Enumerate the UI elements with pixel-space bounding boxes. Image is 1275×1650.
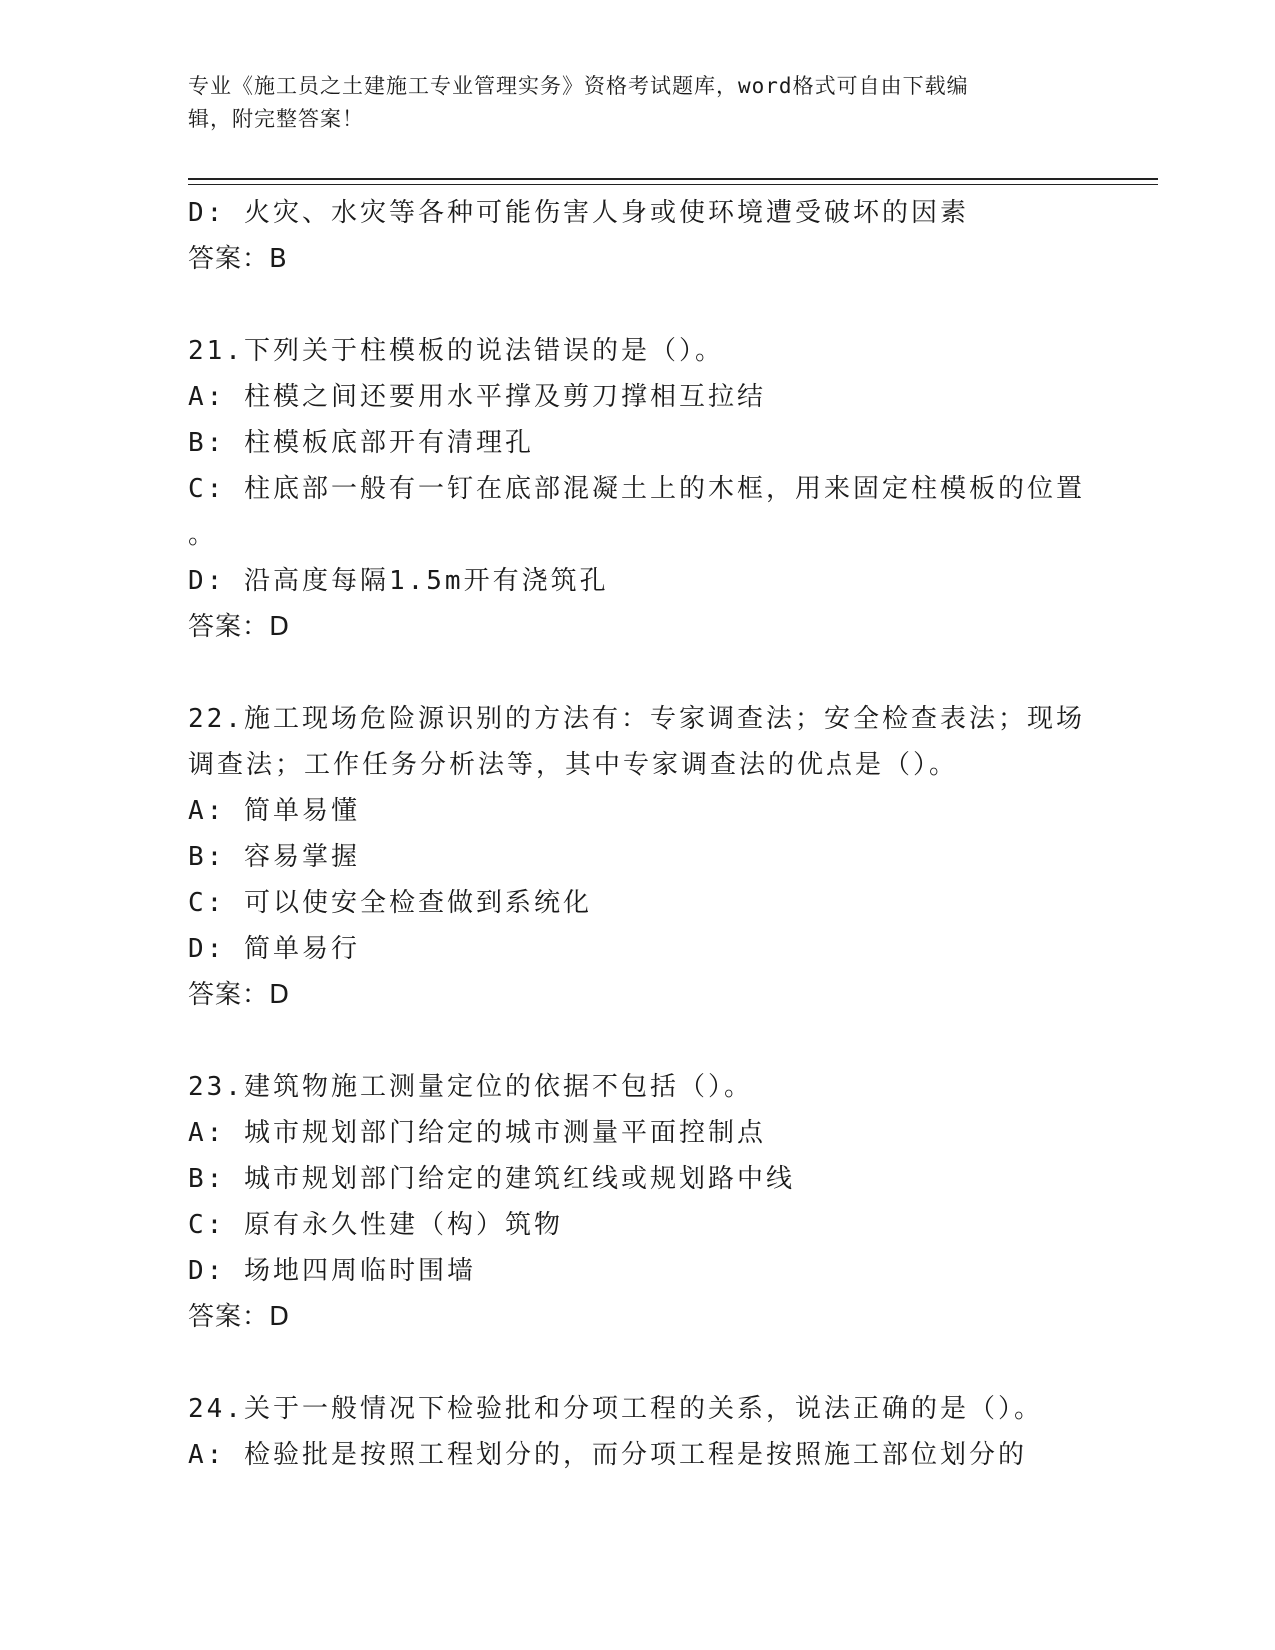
question-24 [188,1386,1088,1478]
answer: 答案：D [188,612,291,642]
question-22 [188,696,1088,1018]
option-b: B: 柱模板底部开有清理孔 [188,428,534,458]
question-stem: 21.下列关于柱模板的说法错误的是（）。 [188,336,724,366]
option-a: A: 简单易懂 [188,796,360,826]
header-line-1: 专业《施工员之土建施工专业管理实务》资格考试题库，word格式可自由下载编 [188,74,969,98]
option-c-continued: 。 [188,520,218,550]
prev-option-d: D: 火灾、水灾等各种可能伤害人身或使环境遭受破坏的因素 [188,198,969,228]
option-a: A: 柱模之间还要用水平撑及剪刀撑相互拉结 [188,382,766,412]
question-stem: 24.关于一般情况下检验批和分项工程的关系，说法正确的是（）。 [188,1394,1043,1424]
header-line-2: 辑，附完整答案！ [188,107,364,131]
option-d: D: 沿高度每隔1.5m开有浇筑孔 [188,566,609,596]
question-23 [188,1064,1088,1340]
prev-answer: 答案：B [188,244,288,274]
header-divider-thick [188,178,1158,180]
option-a: A: 检验批是按照工程划分的，而分项工程是按照施工部位划分的 [188,1440,1027,1470]
option-c: C: 可以使安全检查做到系统化 [188,888,592,918]
question-stem: 23.建筑物施工测量定位的依据不包括（）。 [188,1072,753,1102]
option-a: A: 城市规划部门给定的城市测量平面控制点 [188,1118,766,1148]
question-stem: 22.施工现场危险源识别的方法有：专家调查法；安全检查表法；现场 [188,704,1085,734]
option-d: D: 简单易行 [188,934,360,964]
question-21 [188,328,1088,650]
option-b: B: 城市规划部门给定的建筑红线或规划路中线 [188,1164,795,1194]
option-c: C: 柱底部一般有一钉在底部混凝土上的木框，用来固定柱模板的位置 [188,474,1085,504]
header-divider-thin [188,184,1158,185]
option-d: D: 场地四周临时围墙 [188,1256,476,1286]
document-header [188,70,1068,136]
answer: 答案：D [188,1302,291,1332]
option-b: B: 容易掌握 [188,842,360,872]
option-c: C: 原有永久性建（构）筑物 [188,1210,563,1240]
answer: 答案：D [188,980,291,1010]
question-content [188,190,1088,1478]
question-stem-continued: 调查法；工作任务分析法等，其中专家调查法的优点是（）。 [188,750,959,780]
